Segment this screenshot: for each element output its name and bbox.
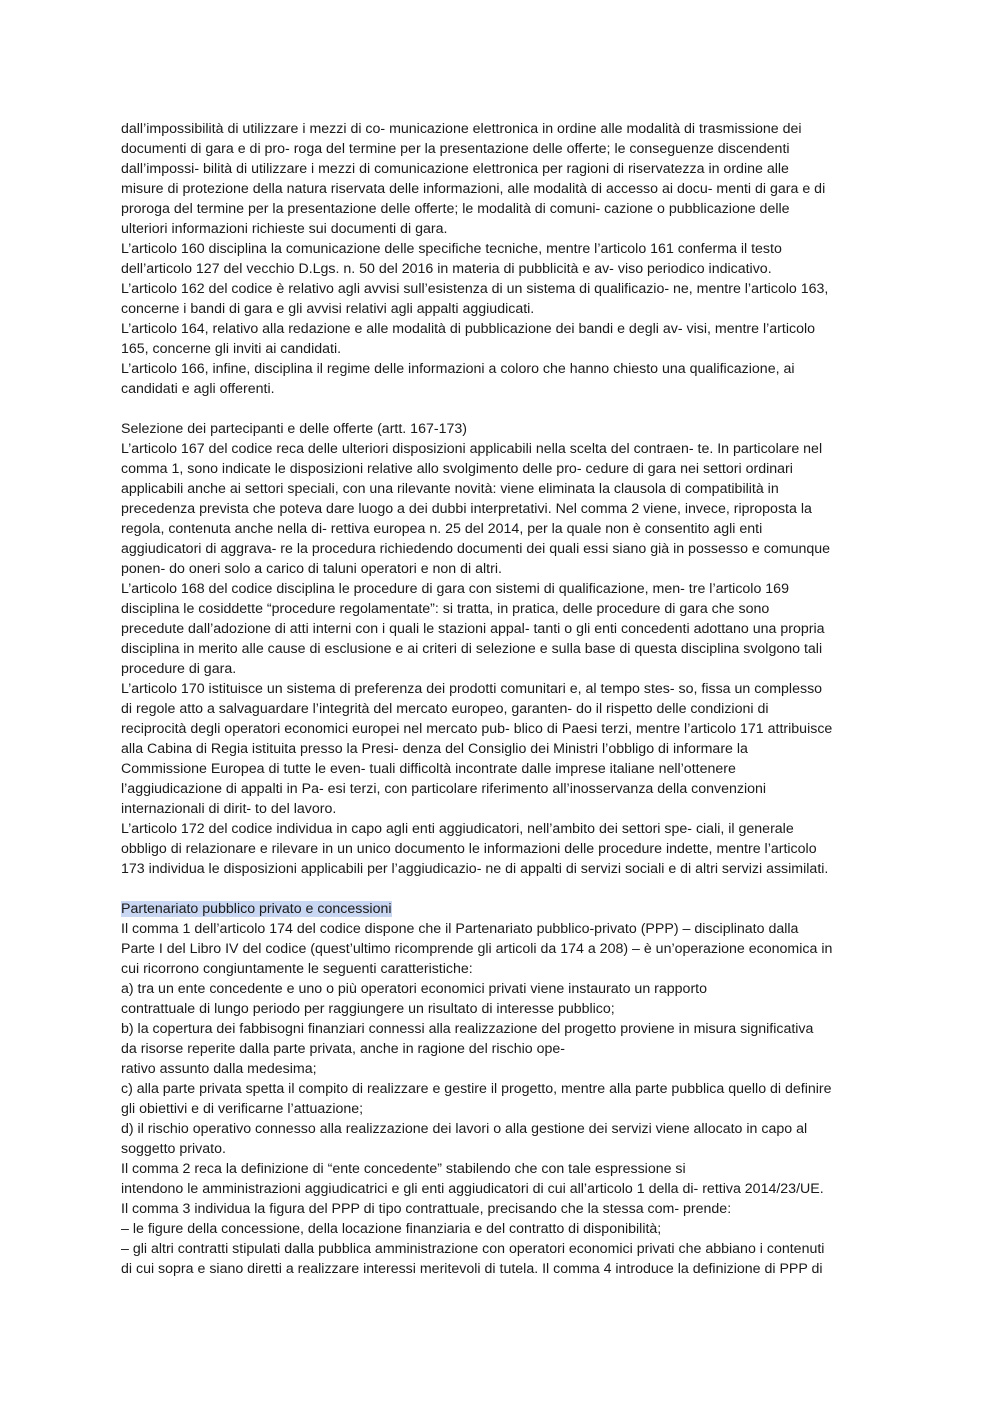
text-line: Commissione Europea di tutte le even- tuali difficoltà incontrate dalle imprese italiane nell’ottenere xyxy=(121,761,736,777)
text-line: regola, contenuta anche nella di- rettiva europea n. 25 del 2014, per la quale non è consentito agli enti xyxy=(121,521,763,537)
text-line: contrattuale di lungo periodo per raggiungere un risultato di interesse pubblico; xyxy=(121,1001,615,1017)
text-line: L’articolo 166, infine, disciplina il regime delle informazioni a coloro che hanno chiesto una qualificazione, ai xyxy=(121,361,795,377)
text-line: dell’articolo 127 del vecchio D.Lgs. n. 50 del 2016 in materia di pubblicità e av- viso periodico indicativo. xyxy=(121,261,772,277)
document-page xyxy=(121,119,883,1279)
paragraph-gap xyxy=(121,399,883,419)
text-line: documenti di gara e di pro- roga del termine per la presentazione delle offerte; le conseguenze discendenti xyxy=(121,141,790,157)
text-line: concerne i bandi di gara e gli avvisi relativi agli appalti aggiudicati. xyxy=(121,301,535,317)
text-line: applicabili anche ai settori speciali, con una rilevante novità: viene eliminata la clausola di compatibilità in xyxy=(121,481,779,497)
text-line: Parte I del Libro IV del codice (quest’ultimo ricomprende gli articoli da 174 a 208) – è un’operazione economica in xyxy=(121,941,833,957)
text-line: procedure di gara. xyxy=(121,661,237,677)
section-heading-text: Selezione dei partecipanti e delle offerte (artt. 167-173) xyxy=(121,421,467,437)
paragraph-gap xyxy=(121,879,883,899)
text-line: d) il rischio operativo connesso alla realizzazione dei lavori o alla gestione dei servizi viene allocato in capo al xyxy=(121,1121,808,1137)
text-line: dall’impossibilità di utilizzare i mezzi di co- municazione elettronica in ordine alle modalità di trasmissione dei xyxy=(121,121,802,137)
text-line: disciplina le cosiddette “procedure regolamentate”: si tratta, in pratica, delle procedure di gara che sono xyxy=(121,601,770,617)
text-line: alla Cabina di Regia istituita presso la Presi- denza del Consiglio dei Ministri l’obbligo di informare la xyxy=(121,741,748,757)
text-line: comma 1, sono indicate le disposizioni relative allo svolgimento delle pro- cedure di gara nei settori ordinari xyxy=(121,461,793,477)
text-line: L’articolo 160 disciplina la comunicazione delle specifiche tecniche, mentre l’articolo 161 conferma il testo xyxy=(121,241,782,257)
text-line: candidati e agli offerenti. xyxy=(121,381,275,397)
text-line: Il comma 1 dell’articolo 174 del codice dispone che il Partenariato pubblico-privato (PPP) – disciplinato dalla xyxy=(121,921,799,937)
section-heading-text: Partenariato pubblico privato e concessioni xyxy=(121,901,392,917)
text-line: a) tra un ente concedente e uno o più operatori economici privati viene instaurato un rapporto xyxy=(121,981,707,997)
text-line: L’articolo 168 del codice disciplina le procedure di gara con sistemi di qualificazione, men- tre l’articolo 169 xyxy=(121,581,789,597)
text-line: obbligo di relazionare e rilevare in un unico documento le informazioni delle procedure indette, mentre l’articolo xyxy=(121,841,817,857)
text-line: di cui sopra e siano diretti a realizzare interessi meritevoli di tutela. Il comma 4 introduce la definizione di PPP di xyxy=(121,1261,823,1277)
text-line: L’articolo 167 del codice reca delle ulteriori disposizioni applicabili nella scelta del contraen- te. In particolare nel xyxy=(121,441,823,457)
text-line: L’articolo 170 istituisce un sistema di preferenza dei prodotti comunitari e, al tempo stes- so, fissa un complesso xyxy=(121,681,823,697)
text-line: l’aggiudicazione di appalti in Pa- esi terzi, con particolare riferimento all’inosservanza della convenzioni xyxy=(121,781,767,797)
section-heading xyxy=(121,899,883,919)
text-line: Il comma 2 reca la definizione di “ente concedente” stabilendo che con tale espressione si xyxy=(121,1161,686,1177)
text-line: rativo assunto dalla medesima; xyxy=(121,1061,317,1077)
text-line: b) la copertura dei fabbisogni finanziari connessi alla realizzazione del progetto proviene in misura significativa xyxy=(121,1021,814,1037)
text-line: precedenza prevista che poteva dare luogo a dei dubbi interpretativi. Nel comma 2 viene, invece, riproposta la xyxy=(121,501,812,517)
text-line: 173 individua le disposizioni applicabili per l’aggiudicazio- ne di appalti di servizi sociali e di altri servizi assimilati. xyxy=(121,861,829,877)
text-line: ulteriori informazioni richieste sui documenti di gara. xyxy=(121,221,448,237)
text-line: 165, concerne gli inviti ai candidati. xyxy=(121,341,342,357)
text-line: dall’impossi- bilità di utilizzare i mezzi di comunicazione elettronica per ragioni di riservatezza in ordine alle xyxy=(121,161,789,177)
text-line: reciprocità degli operatori economici europei nel mercato pub- blico di Paesi terzi, mentre l’articolo 171 attribuisce xyxy=(121,721,833,737)
text-line: Il comma 3 individua la figura del PPP di tipo contrattuale, precisando che la stessa com- prende: xyxy=(121,1201,732,1217)
text-line: intendono le amministrazioni aggiudicatrici e gli enti aggiudicatori di cui all’articolo 1 della di- rettiva 2014/23/UE. xyxy=(121,1181,824,1197)
text-line: da risorse reperite dalla parte privata, anche in ragione del rischio ope- xyxy=(121,1041,566,1057)
text-line: proroga del termine per la presentazione delle offerte; le modalità di comuni- cazione o pubblicazione delle xyxy=(121,201,790,217)
text-line: misure di protezione della natura riservata delle informazioni, alle modalità di accesso ai docu- menti di gara e di xyxy=(121,181,826,197)
text-line: L’articolo 164, relativo alla redazione e alle modalità di pubblicazione dei bandi e degli av- visi, mentre l’articolo xyxy=(121,321,816,337)
text-line: ponen- do oneri solo a carico di taluni operatori e non di altri. xyxy=(121,561,502,577)
text-line: aggiudicatori di aggrava- re la procedura richiedendo documenti dei quali essi siano già in possesso e comunque xyxy=(121,541,831,557)
text-line: gli obiettivi e di verificarne l’attuazione; xyxy=(121,1101,364,1117)
text-line: precedute dall’adozione di atti interni con i quali le stazioni appal- tanti o gli enti concedenti adottano una propria xyxy=(121,621,825,637)
text-line: internazionali di dirit- to del lavoro. xyxy=(121,801,337,817)
text-line: L’articolo 172 del codice individua in capo agli enti aggiudicatori, nell’ambito dei settori spe- ciali, il generale xyxy=(121,821,794,837)
text-line: – gli altri contratti stipulati dalla pubblica amministrazione con operatori economici privati che abbiano i contenuti xyxy=(121,1241,825,1257)
text-line: – le figure della concessione, della locazione finanziaria e del contratto di disponibilità; xyxy=(121,1221,662,1237)
text-line: soggetto privato. xyxy=(121,1141,226,1157)
text-line: di regole atto a salvaguardare l’integrità del mercato europeo, garanten- do il rispetto delle condizioni di xyxy=(121,701,769,717)
section-heading xyxy=(121,419,883,439)
text-line: disciplina in merito alle cause di esclusione e ai criteri di selezione e sulla base di questa disciplina svolgono tali xyxy=(121,641,823,657)
text-line: L’articolo 162 del codice è relativo agli avvisi sull’esistenza di un sistema di qualificazio- ne, mentre l’articolo 163, xyxy=(121,281,829,297)
text-line: c) alla parte privata spetta il compito di realizzare e gestire il progetto, mentre alla parte pubblica quello di definire xyxy=(121,1081,832,1097)
text-line: cui ricorrono congiuntamente le seguenti caratteristiche: xyxy=(121,961,473,977)
